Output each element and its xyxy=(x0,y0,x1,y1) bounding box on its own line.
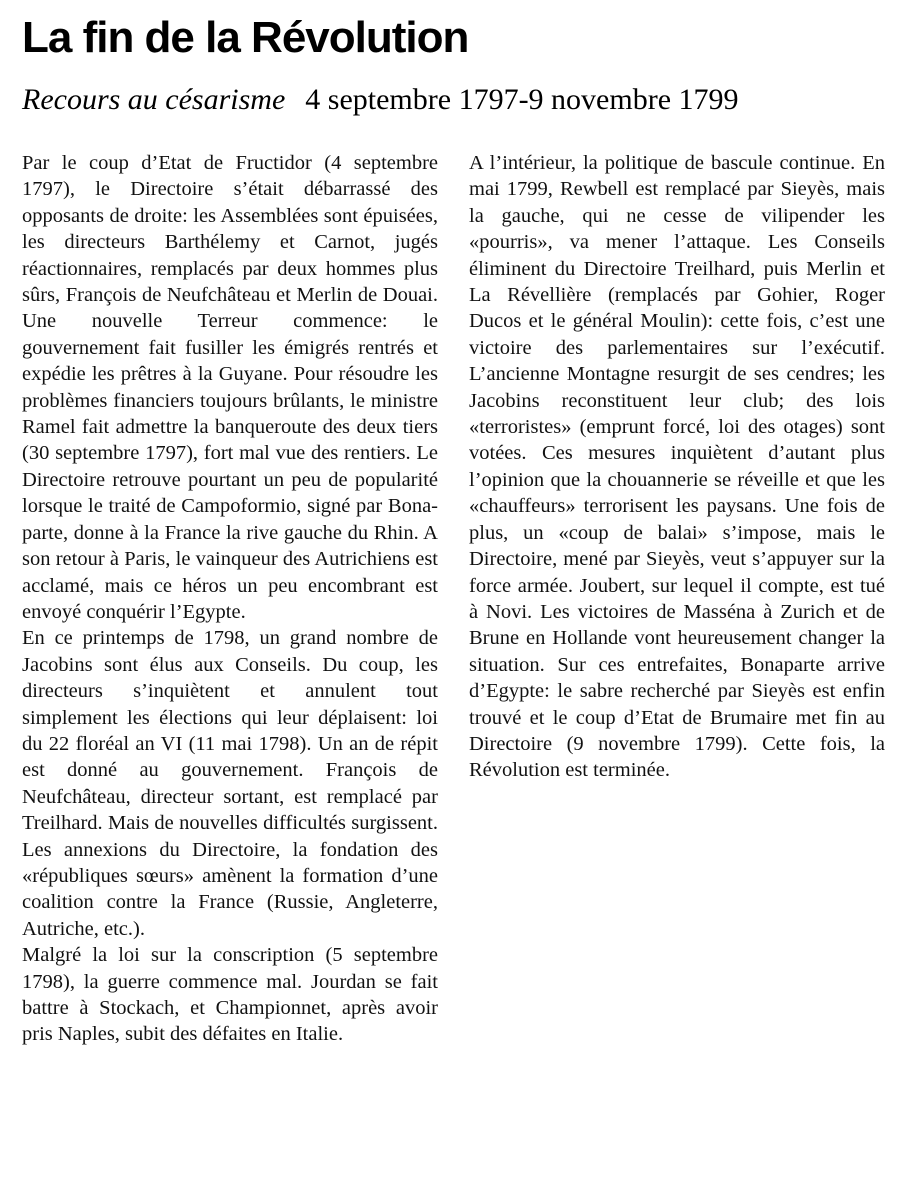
subtitle-dates: 4 septembre 1797-9 novembre 1799 xyxy=(305,83,739,116)
text-column-right xyxy=(469,150,885,784)
paragraph-interieur: A l’intérieur, la politique de bascule continue. En mai 1799, Rewbell est remplacé par Sieyès, mais la gauche, qui ne cesse de vilipender les «pourris», va mener l’attaque. Les Conseils éliminent du Directoire Treilhard, puis Merlin et La Révellière (remplacés par Gohier, Roger Ducos et le général Moulin): cette fois, c’est une victoire des parlementaires sur l’exécutif. L’ancienne Montagne resurgit de ses cendres; les Jacobins reconstituent leur club; des lois «terroristes» (emprunt forcé, loi des otages) sont votées. Ces mesures inquiètent d’autant plus l’opinion que la chouannerie se réveille et que les «chauffeurs» terrorisent les paysans. Une fois de plus, un «coup de balai» s’impose, mais le Directoire, mené par Sieyès, veut s’appuyer sur la force armée. Joubert, sur lequel il compte, est tué à Novi. Les victoires de Masséna à Zurich et de Brune en Hollande vont heureusement changer la situation. Sur ces entrefaites, Bonaparte arrive d’Egypte: le sabre recherché par Sieyès est enfin trouvé et le coup d’Etat de Brumaire met fin au Directoire (9 novembre 1799). Cette fois, la Révolution est terminée. xyxy=(469,152,885,782)
article-title: La fin de la Révolution xyxy=(22,13,469,62)
paragraph-fructidor: Par le coup d’Etat de Fructidor (4 septembre 1797), le Directoire s’était débarrassé des opposants de droite: les Assemblées sont épuisées, les directeurs Barthélemy et Carnot, jugés réactionnaires, remplacés par deux hommes plus sûrs, François de Neufchâteau et Merlin de Douai. Une nouvelle Terreur commence: le gouvernement fait fusiller les émigrés rentrés et expédie les prêtres à la Guyane. Pour résoudre les problèmes financiers toujours brûlants, le ministre Ramel fait admettre la banqueroute des deux tiers (30 septembre 1797), fort mal vue des rentiers. Le Directoire retrouve pourtant un peu de popularité lorsque le traité de Campoformio, signé par Bonaparte, donne à la France la rive gauche du Rhin. A son retour à Paris, le vainqueur des Autrichiens est acclamé, mais ce héros un peu encombrant est envoyé conquérir l’Egypte. xyxy=(22,152,438,623)
article-subtitle xyxy=(22,80,739,120)
subtitle-text: Recours au césarisme xyxy=(22,83,286,116)
text-column-left xyxy=(22,150,438,1048)
paragraph-conscription: Malgré la loi sur la conscription (5 septembre 1798), la guerre commence mal. Jourdan se fait battre à Stockach, et Championnet, après avoir pris Naples, subit des défaites en Italie. xyxy=(22,944,438,1046)
paragraph-printemps-1798: En ce printemps de 1798, un grand nombre de Jacobins sont élus aux Conseils. Du coup, les directeurs s’inquiètent et annulent tout simplement les élections qui leur déplaisent: loi du 22 floréal an VI (11 mai 1798). Un an de répit est donné au gouvernement. François de Neufchâteau, directeur sortant, est remplacé par Treilhard. Mais de nouvelles difficultés surgissent. Les annexions du Directoire, la fondation des «républiques sœurs» amènent la formation d’une coalition contre la France (Russie, Angleterre, Autriche, etc.). xyxy=(22,627,438,940)
